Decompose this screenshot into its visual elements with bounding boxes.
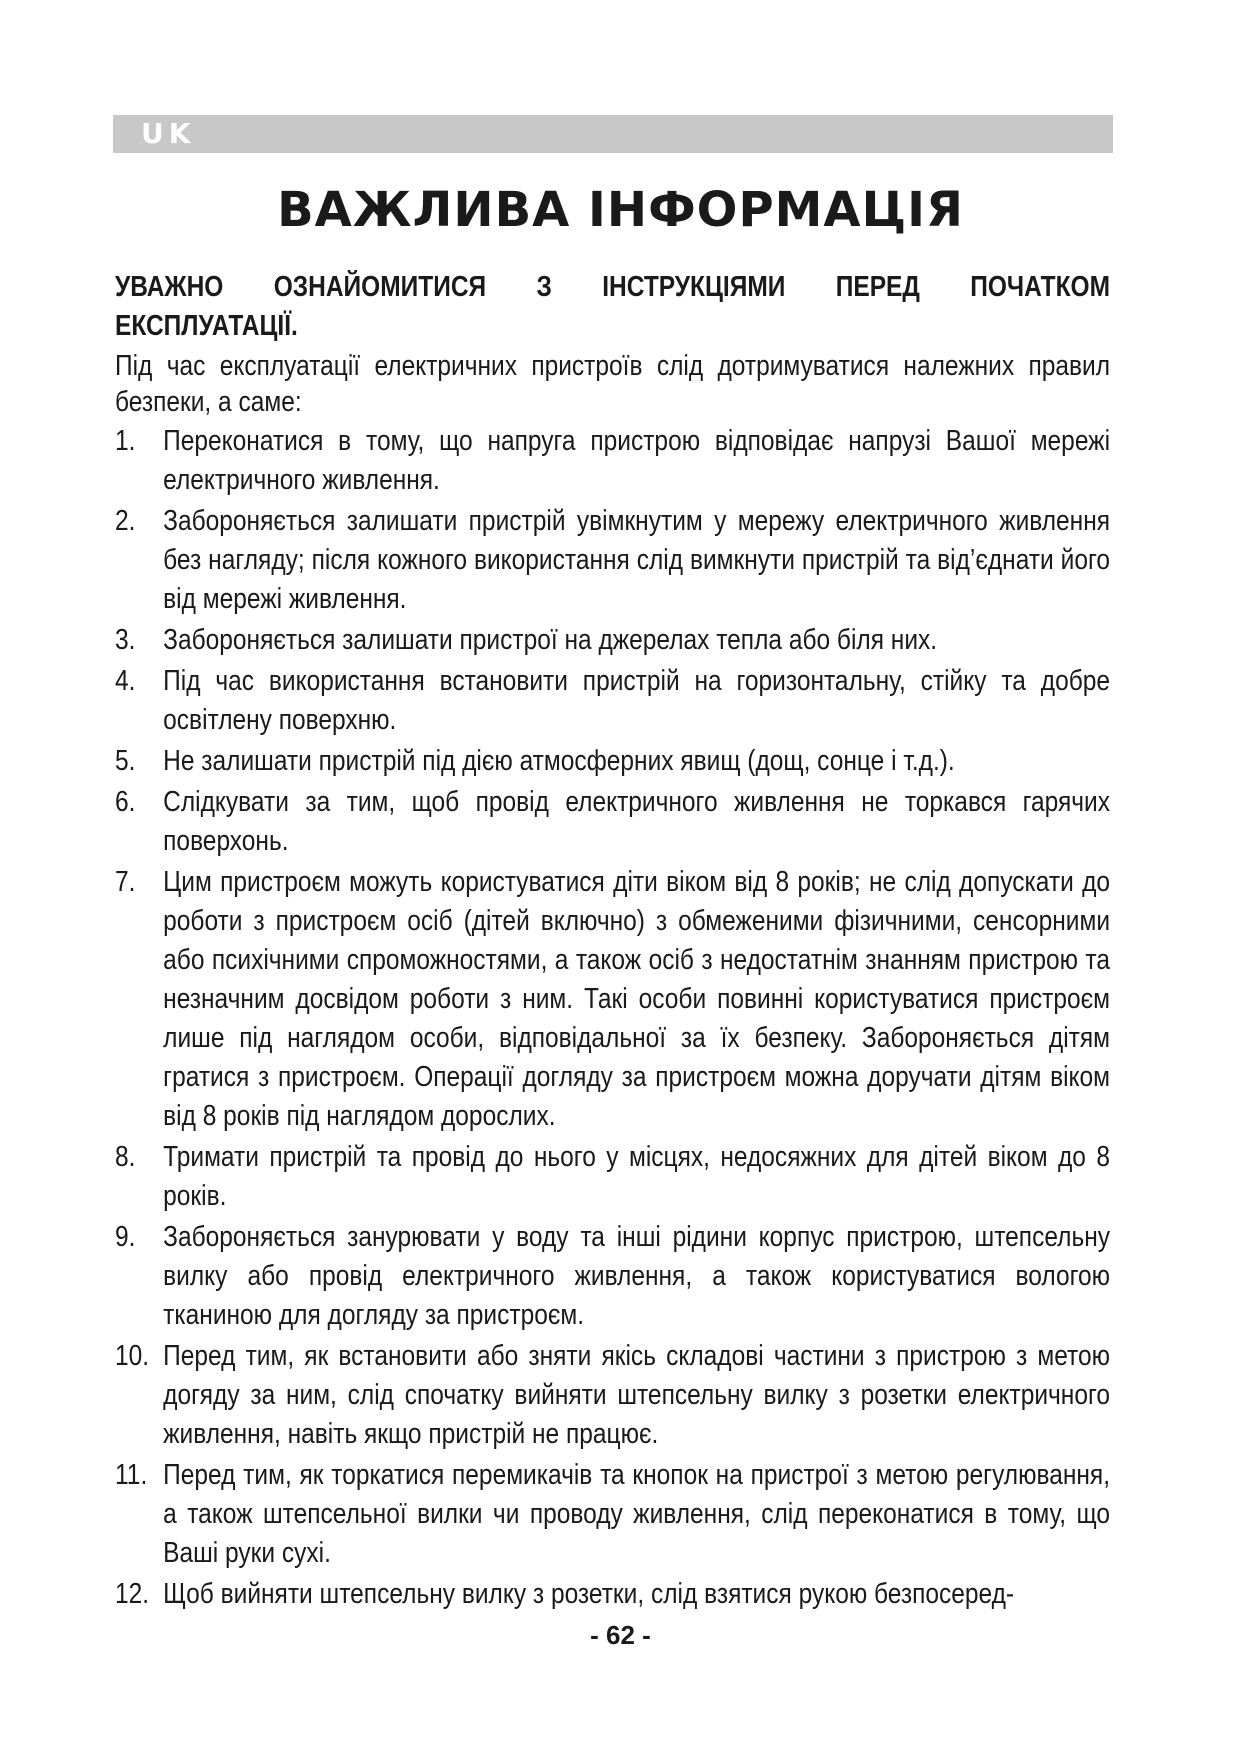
- list-item-number: 10.: [115, 1340, 150, 1372]
- list-item: [115, 662, 1110, 740]
- list-item: [115, 621, 1110, 660]
- list-item-number: 5.: [115, 745, 136, 777]
- list-item: [115, 1218, 1110, 1335]
- list-item: [115, 502, 1110, 619]
- safety-list: [115, 422, 1110, 1614]
- list-item-text: Під час використання встановити пристрій на горизонтальну, стійку та добре освітлену поверхню.: [163, 665, 1111, 736]
- list-item-text: Перед тим, як встановити або зняти якісь складові частини з пристрою з метою догяду за ним, слід спочатку вийняти штепсельну вилку з розетки електричного живлення, навіть якщо пристрій не працює.: [163, 1340, 1111, 1450]
- list-item-text: Переконатися в тому, що напруга пристрою відповідає напрузі Вашої мережі електричного живлення.: [163, 425, 1111, 496]
- list-item-text: Слідкувати за тим, щоб провід електричного живлення не торкався гарячих поверхонь.: [163, 786, 1111, 857]
- list-item-text: Забороняється залишати пристрої на джерелах тепла або біля них.: [163, 624, 938, 656]
- section-heading: УВАЖНО ОЗНАЙОМИТИСЯ З ІНСТРУКЦІЯМИ ПЕРЕД ПОЧАТКОМ ЕКСПЛУАТАЦІЇ.: [115, 271, 1111, 342]
- document-body: [115, 268, 1111, 1614]
- intro-paragraph: Під час експлуатації електричних пристроїв слід дотримуватися належних правил безпеки, а саме:: [115, 350, 1111, 418]
- list-item-number: 3.: [115, 624, 136, 656]
- list-item-number: 12.: [115, 1578, 150, 1610]
- page-title: ВАЖЛИВА ІНФОРМАЦІЯ: [277, 182, 964, 238]
- list-item: [115, 1138, 1110, 1216]
- list-item: [115, 1456, 1110, 1573]
- list-item-text: Перед тим, як торкатися перемикачів та кнопок на пристрої з метою регулювання, а також штепсельної вилки чи проводу живлення, слід переконатися в тому, що Ваші руки сухі.: [163, 1459, 1111, 1569]
- list-item: [115, 742, 1110, 781]
- list-item-text: Забороняється занурювати у воду та інші рідини корпус пристрою, штепсельну вилку або провід електричного живлення, а також користуватися вологою тканиною для догляду за пристроєм.: [163, 1221, 1111, 1331]
- list-item: [115, 1337, 1110, 1454]
- list-item-number: 8.: [115, 1141, 136, 1173]
- list-item: [115, 1575, 1110, 1614]
- list-item-text: Забороняється залишати пристрій увімкнутим у мережу електричного живлення без нагляду; після кожного використання слід вимкнути пристрій та від’єднати його від мережі живлення.: [163, 505, 1111, 615]
- list-item-number: 7.: [115, 866, 136, 898]
- list-item-number: 11.: [115, 1459, 148, 1491]
- list-item-number: 4.: [115, 665, 136, 697]
- list-item-number: 9.: [115, 1221, 136, 1253]
- list-item-text: Щоб вийняти штепсельну вилку з розетки, слід взятися рукою безпосеред-: [163, 1578, 1015, 1610]
- page-number: - 62 -: [590, 1620, 651, 1650]
- language-code: UK: [141, 117, 196, 150]
- list-item-number: 6.: [115, 786, 136, 818]
- list-item-text: Цим пристроєм можуть користуватися діти віком від 8 років; не слід допускати до роботи з пристроєм осіб (дітей включно) з обмеженими фізичними, сенсорними або психічними спроможностями, а також осіб з недостатнім знанням пристрою та незначним досвідом роботи з ним. Такі особи повинні користуватися пристроєм лише під наглядом особи, відповідальної за їх безпеку. Забороняється дітям гратися з пристроєм. Операції догляду за пристроєм можна доручати дітям віком від 8 років під наглядом дорослих.: [163, 866, 1111, 1132]
- list-item-number: 1.: [115, 425, 136, 457]
- list-item: [115, 422, 1110, 500]
- list-item-number: 2.: [115, 505, 136, 537]
- list-item-text: Тримати пристрій та провід до нього у місцях, недосяжних для дітей віком до 8 років.: [163, 1141, 1111, 1212]
- language-header-bar: [113, 115, 1113, 153]
- list-item: [115, 783, 1110, 861]
- list-item-text: Не залишати пристрій під дією атмосферних явищ (дощ, сонце і т.д.).: [163, 745, 955, 777]
- list-item: [115, 863, 1110, 1136]
